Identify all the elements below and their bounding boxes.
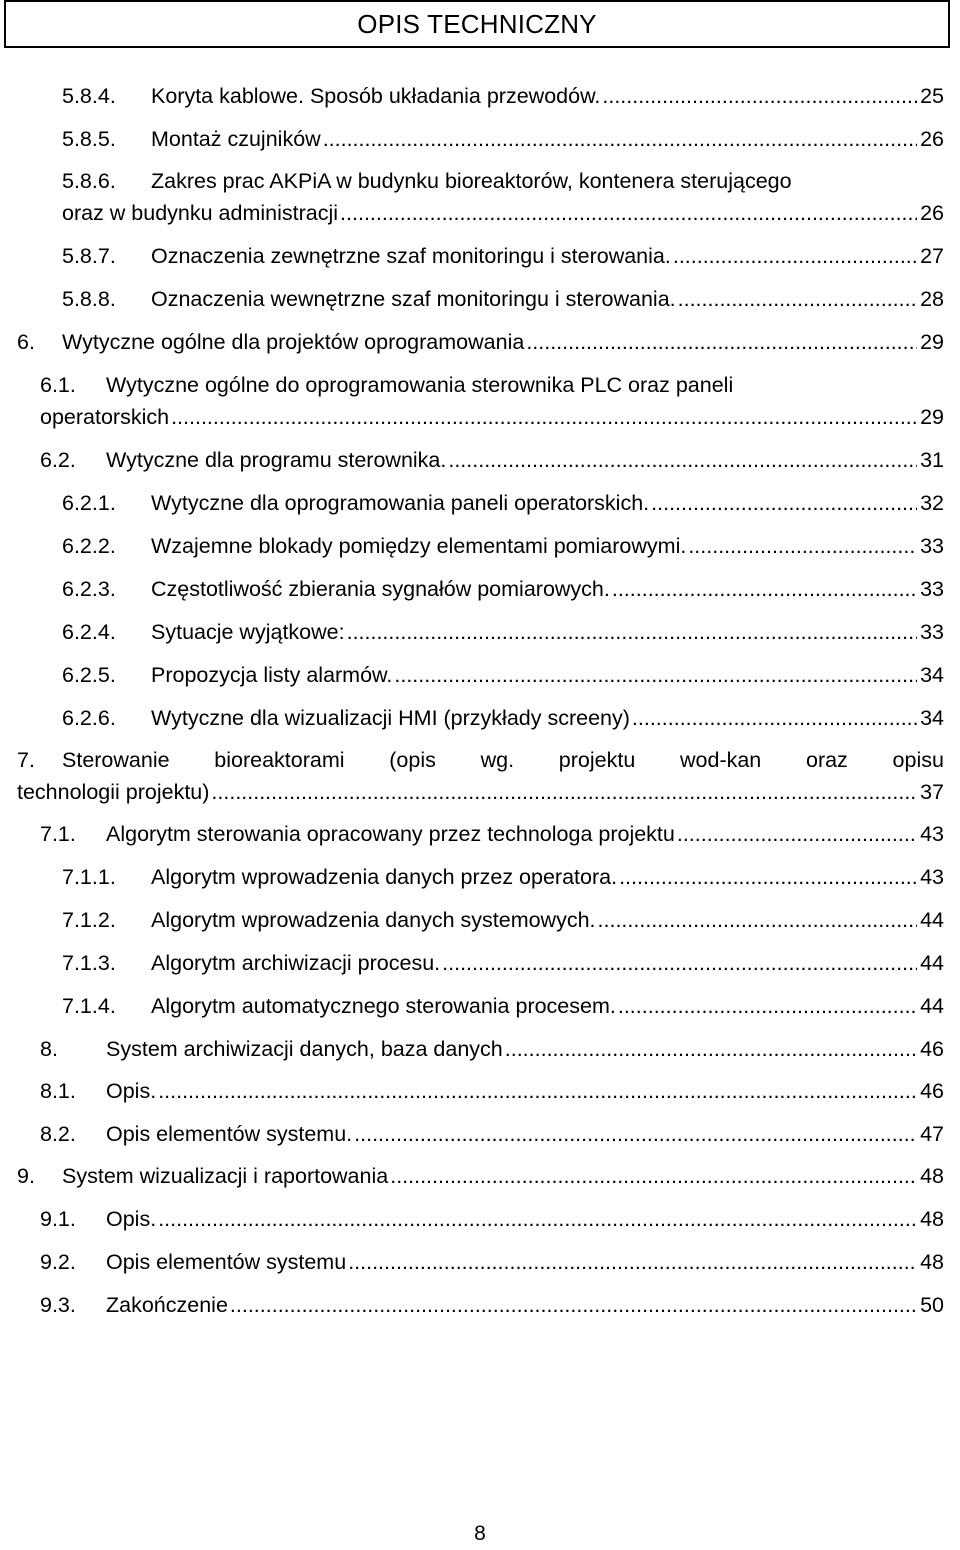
toc-entry-title: Zakończenie: [106, 1293, 228, 1317]
toc-leader-dots: [619, 861, 917, 893]
toc-leader-dots: [677, 818, 917, 850]
toc-entry-title: Wytyczne dla wizualizacji HMI (przykłady screeny): [151, 706, 630, 730]
toc-entry-title: Opis.: [106, 1079, 157, 1103]
toc-entry-number: 7.1.2.: [62, 908, 116, 932]
toc-entry-page: 29: [920, 330, 944, 354]
toc-entry-title: Algorytm archiwizacji procesu.: [151, 951, 441, 975]
toc-entry-title: Wytyczne dla oprogramowania paneli operatorskich.: [151, 491, 650, 515]
toc-entry-title: Wzajemne blokady pomiędzy elementami pomiarowymi.: [151, 534, 687, 558]
toc-leader-dots: [171, 401, 917, 433]
toc-entry-number: 9.2.: [40, 1250, 76, 1274]
toc-entry-title: Opis elementów systemu.: [106, 1122, 353, 1146]
toc-entry-title: Montaż czujników: [151, 127, 321, 151]
toc-entry-title: Częstotliwość zbierania sygnałów pomiarowych.: [151, 577, 610, 601]
toc-entry-page: 33: [920, 577, 944, 601]
toc-entry-title: Algorytm wprowadzenia danych systemowych.: [151, 908, 596, 932]
toc-leader-dots: [158, 1075, 917, 1107]
toc-entry-page: 29: [920, 405, 944, 429]
toc-entry-number: 6.2.6.: [62, 706, 116, 730]
toc-entry-page: 33: [920, 534, 944, 558]
toc-entry-line: [62, 326, 944, 358]
toc-entry-line: [151, 947, 944, 979]
toc-entry-number: 6.2.1.: [62, 491, 116, 515]
toc-leader-dots: [394, 659, 917, 691]
toc-entry-number: 6.2.: [40, 448, 76, 472]
toc-entry-number: 7.1.4.: [62, 994, 116, 1018]
toc-word: bioreaktorami: [214, 748, 345, 772]
toc-entry-title: Opis elementów systemu: [106, 1250, 347, 1274]
toc-entry-page: 43: [920, 865, 944, 889]
toc-entry-title: Propozycja listy alarmów.: [151, 663, 393, 687]
toc-leader-dots: [673, 240, 917, 272]
toc-word: wod-kan: [680, 748, 762, 772]
toc-leader-dots: [651, 487, 917, 519]
toc-entry-number: 5.8.4.: [62, 84, 116, 108]
toc-entry-line: [151, 80, 944, 112]
toc-entry-page: 47: [920, 1122, 944, 1146]
toc-entry-page: 46: [920, 1079, 944, 1103]
toc-entry-line: [106, 1075, 944, 1107]
toc-entry-line: [106, 444, 944, 476]
toc-entry-line: [62, 197, 944, 229]
toc-leader-dots: [390, 1160, 917, 1192]
toc-entry-page: 43: [920, 822, 944, 846]
toc-entry-number: 7.1.3.: [62, 951, 116, 975]
toc-entry-number: 8.2.: [40, 1122, 76, 1146]
toc-word: projektu: [558, 748, 636, 772]
toc-entry-page: 46: [920, 1037, 944, 1061]
toc-entry-number: 9.3.: [40, 1293, 76, 1317]
toc-entry-title: technologii projektu): [17, 780, 210, 804]
toc-leader-dots: [602, 80, 917, 112]
toc-entry-page: 34: [920, 706, 944, 730]
toc-entry-title: Oznaczenia zewnętrzne szaf monitoringu i sterowania.: [151, 244, 671, 268]
toc-entry-title: Algorytm sterowania opracowany przez technologa projektu: [106, 822, 675, 846]
toc-entry-page: 50: [920, 1293, 944, 1317]
toc-entry-line: [151, 240, 944, 272]
toc-word: oraz: [805, 748, 848, 772]
toc-entry-number: 5.8.8.: [62, 287, 116, 311]
toc-entry-number: 5.8.6.: [62, 169, 116, 193]
toc-entry-line: [106, 818, 944, 850]
toc-entry-number: 5.8.5.: [62, 127, 116, 151]
toc-entry-line: [106, 1246, 944, 1278]
toc-entry-number: 6.1.: [40, 373, 76, 397]
toc-leader-dots: [158, 1203, 917, 1235]
toc-leader-dots: [526, 326, 917, 358]
toc-entry-number: 9.1.: [40, 1207, 76, 1231]
toc-entry-title: System wizualizacji i raportowania: [62, 1164, 389, 1188]
toc-entry-number: 7.1.1.: [62, 865, 116, 889]
toc-leader-dots: [354, 1118, 917, 1150]
toc-leader-dots: [678, 283, 917, 315]
toc-entry-number: 6.2.3.: [62, 577, 116, 601]
toc-word: wg.: [480, 748, 515, 772]
toc-entry-number: 6.2.4.: [62, 620, 116, 644]
toc-entry-title: Opis.: [106, 1207, 157, 1231]
toc-entry-page: 25: [920, 84, 944, 108]
toc-entry-number: 7.: [17, 748, 35, 772]
toc-entry-number: 6.: [17, 330, 35, 354]
toc-entry-line: [151, 702, 944, 734]
toc-leader-dots: [688, 530, 917, 562]
toc-entry-title: Sytuacje wyjątkowe:: [151, 620, 345, 644]
toc-entry-line: [151, 487, 944, 519]
toc-entry-page: 34: [920, 663, 944, 687]
toc-entry-page: 26: [920, 201, 944, 225]
toc-entry-number: 5.8.7.: [62, 244, 116, 268]
page-number: 8: [474, 1522, 486, 1545]
toc-entry-page: 28: [920, 287, 944, 311]
toc-leader-dots: [442, 947, 917, 979]
toc-entry-title-line1: Zakres prac AKPiA w budynku bioreaktorów, kontenera sterującego: [151, 169, 792, 193]
toc-entry-page: 27: [920, 244, 944, 268]
toc-entry-page: 31: [920, 448, 944, 472]
toc-entry-line: [106, 1289, 944, 1321]
toc-entry-title: oraz w budynku administracji: [62, 201, 339, 225]
toc-entry-page: 44: [920, 908, 944, 932]
toc-entry-page: 48: [920, 1164, 944, 1188]
toc-entry-line: [151, 283, 944, 315]
toc-word: (opis: [389, 748, 436, 772]
toc-entry-title: Algorytm automatycznego sterowania procesem.: [151, 994, 616, 1018]
toc-leader-dots: [347, 616, 917, 648]
toc-entry-page: 48: [920, 1250, 944, 1274]
document-title: OPIS TECHNICZNY: [357, 8, 597, 39]
toc-entry-title-line1: [62, 744, 944, 776]
toc-entry-line: [151, 990, 944, 1022]
toc-entry-title: Koryta kablowe. Sposób układania przewodów.: [151, 84, 601, 108]
toc-leader-dots: [505, 1033, 917, 1065]
toc-entry-number: 7.1.: [40, 822, 76, 846]
toc-word: opisu: [892, 748, 944, 772]
toc-entry-page: 48: [920, 1207, 944, 1231]
toc-entry-line: [151, 904, 944, 936]
toc-leader-dots: [632, 702, 917, 734]
toc-entry-title-line1: Wytyczne ogólne do oprogramowania sterownika PLC oraz paneli: [106, 373, 734, 397]
toc-leader-dots: [612, 573, 917, 605]
toc-entry-title: Wytyczne dla programu sterownika.: [106, 448, 447, 472]
toc-entry-title: Algorytm wprowadzenia danych przez operatora.: [151, 865, 618, 889]
toc-entry-line: [62, 1160, 944, 1192]
toc-entry-line: [151, 861, 944, 893]
toc-entry-number: 8.1.: [40, 1079, 76, 1103]
toc-entry-page: 44: [920, 951, 944, 975]
toc-entry-page: 33: [920, 620, 944, 644]
toc-leader-dots: [348, 1246, 917, 1278]
toc-entry-line: [151, 659, 944, 691]
toc-word: Sterowanie: [62, 748, 170, 772]
toc-entry-page: 26: [920, 127, 944, 151]
toc-leader-dots: [448, 444, 917, 476]
toc-entry-title: Wytyczne ogólne dla projektów oprogramowania: [62, 330, 525, 354]
toc-entry-line: [151, 616, 944, 648]
toc-entry-line: [151, 530, 944, 562]
toc-leader-dots: [340, 197, 917, 229]
toc-entry-line: [151, 123, 944, 155]
toc-entry-line: [106, 1033, 944, 1065]
toc-entry-page: 44: [920, 994, 944, 1018]
toc-entry-page: 32: [920, 491, 944, 515]
toc-entry-number: 6.2.5.: [62, 663, 116, 687]
toc-leader-dots: [598, 904, 918, 936]
toc-entry-line: [40, 401, 944, 433]
toc-entry-title: operatorskich: [40, 405, 170, 429]
toc-leader-dots: [230, 1289, 917, 1321]
toc-leader-dots: [618, 990, 917, 1022]
toc-entry-page: 37: [920, 780, 944, 804]
toc-entry-number: 8.: [40, 1037, 58, 1061]
toc-entry-number: 9.: [17, 1164, 35, 1188]
toc-entry-title: Oznaczenia wewnętrzne szaf monitoringu i sterowania.: [151, 287, 676, 311]
toc-entry-number: 6.2.2.: [62, 534, 116, 558]
toc-leader-dots: [211, 776, 917, 808]
toc-entry-line: [106, 1118, 944, 1150]
toc-entry-line: [151, 573, 944, 605]
toc-leader-dots: [323, 123, 917, 155]
toc-entry-title: System archiwizacji danych, baza danych: [106, 1037, 503, 1061]
toc-entry-line: [106, 1203, 944, 1235]
toc-entry-line: [17, 776, 944, 808]
